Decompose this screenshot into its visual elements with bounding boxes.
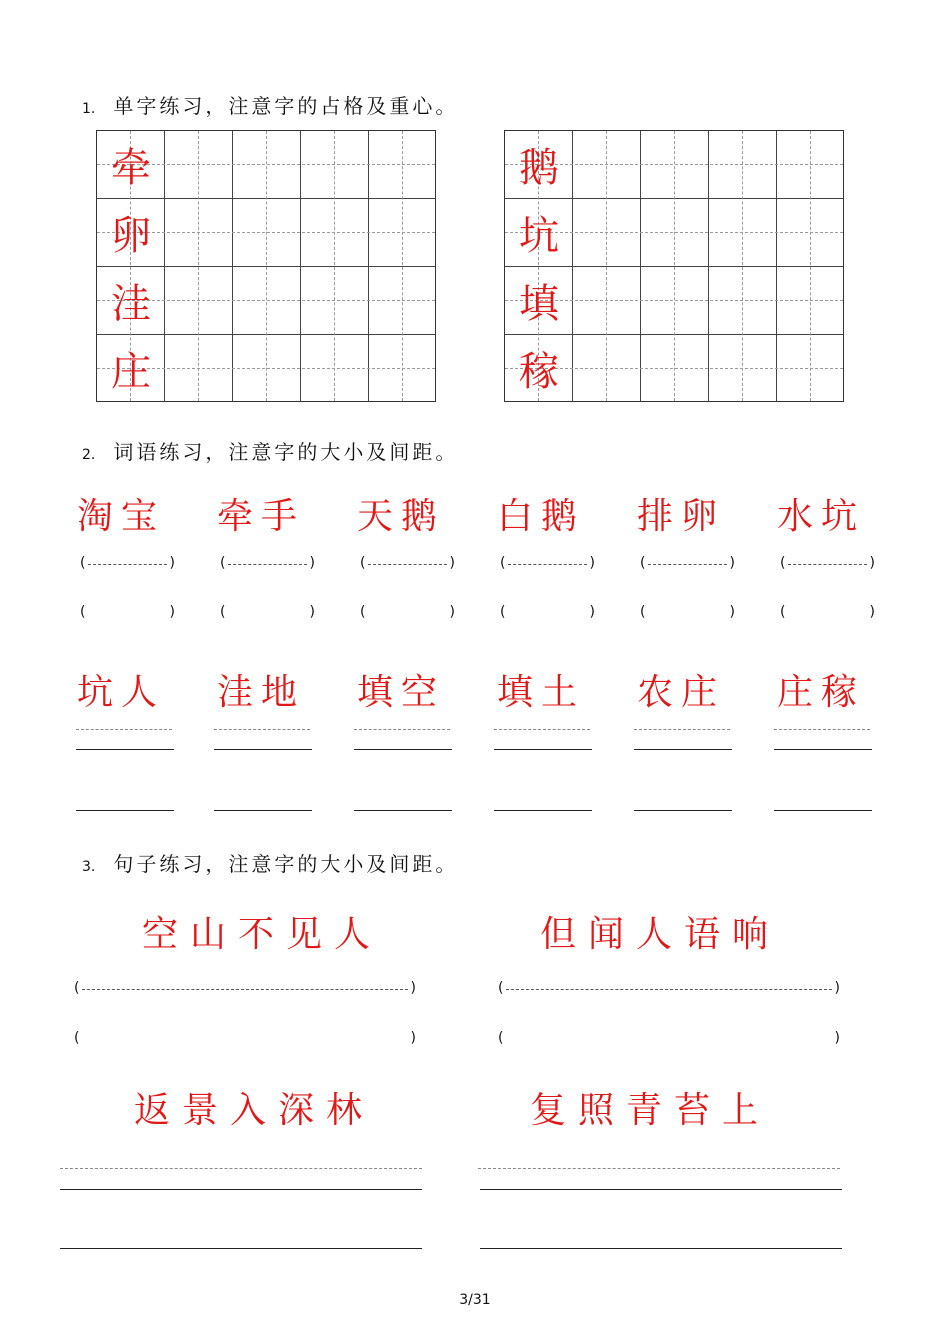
practice-word: 排卵 bbox=[636, 496, 725, 537]
writing-line[interactable] bbox=[76, 749, 174, 750]
pinyin-answer-line[interactable]: ( ) bbox=[780, 555, 875, 571]
pinyin-answer-line[interactable]: ( ) bbox=[500, 604, 595, 620]
writing-line[interactable] bbox=[354, 749, 452, 750]
section1-number: 1. bbox=[82, 101, 96, 117]
practice-word: 填土 bbox=[496, 672, 585, 713]
section3-title: 句子练习，注意字的大小及间距。 bbox=[113, 852, 459, 876]
writing-line[interactable] bbox=[774, 810, 872, 811]
grid-model-character: 洼 bbox=[111, 280, 151, 327]
practice-word: 天鹅 bbox=[356, 496, 445, 537]
practice-word: 坑人 bbox=[76, 672, 165, 713]
practice-word: 白鹅 bbox=[496, 496, 585, 537]
writing-line[interactable] bbox=[494, 810, 592, 811]
practice-word: 淘宝 bbox=[76, 496, 165, 537]
writing-line[interactable] bbox=[494, 749, 592, 750]
sentence-writing-line[interactable]: ( ) bbox=[74, 980, 416, 996]
practice-word: 填空 bbox=[356, 672, 445, 713]
pinyin-answer-line[interactable]: ( ) bbox=[640, 555, 735, 571]
grid-model-character: 庄 bbox=[111, 348, 151, 395]
pinyin-answer-line[interactable]: ( ) bbox=[500, 555, 595, 571]
practice-word: 农庄 bbox=[636, 672, 725, 713]
page-number: 3/31 bbox=[459, 1292, 491, 1308]
section3-heading bbox=[82, 848, 458, 877]
guide-dashed-line bbox=[76, 729, 172, 730]
grid-model-character: 坑 bbox=[519, 212, 559, 259]
sentence-writing-line[interactable] bbox=[480, 1248, 842, 1249]
guide-dashed-line bbox=[494, 729, 590, 730]
guide-dashed-line bbox=[214, 729, 310, 730]
pinyin-answer-line[interactable]: ( ) bbox=[220, 604, 315, 620]
pinyin-answer-line[interactable]: ( ) bbox=[80, 604, 175, 620]
practice-grid-right bbox=[504, 130, 844, 402]
section1-title: 单字练习，注意字的占格及重心。 bbox=[113, 94, 459, 118]
section2-title: 词语练习，注意字的大小及间距。 bbox=[113, 440, 459, 464]
pinyin-answer-line[interactable]: ( ) bbox=[360, 604, 455, 620]
sentence-guide-dashed bbox=[478, 1168, 840, 1169]
sentence-writing-line[interactable] bbox=[480, 1189, 842, 1190]
grid-model-character: 稼 bbox=[519, 348, 559, 395]
pinyin-answer-line[interactable]: ( ) bbox=[220, 555, 315, 571]
grid-model-character: 卵 bbox=[111, 212, 151, 259]
pinyin-answer-line[interactable]: ( ) bbox=[640, 604, 735, 620]
sentence-writing-line[interactable]: ( ) bbox=[498, 1030, 840, 1046]
sentence-writing-line[interactable]: ( ) bbox=[498, 980, 840, 996]
sentence-line2-left: 返景入深林 bbox=[134, 1090, 375, 1131]
pinyin-answer-line[interactable]: ( ) bbox=[80, 555, 175, 571]
practice-word: 牵手 bbox=[216, 496, 305, 537]
sentence-line2-right: 复照青苔上 bbox=[530, 1090, 771, 1131]
section2-heading bbox=[82, 436, 458, 465]
writing-line[interactable] bbox=[774, 749, 872, 750]
grid-model-character: 牵 bbox=[111, 144, 151, 191]
practice-word: 洼地 bbox=[216, 672, 305, 713]
writing-line[interactable] bbox=[634, 749, 732, 750]
writing-line[interactable] bbox=[214, 749, 312, 750]
pinyin-answer-line[interactable]: ( ) bbox=[360, 555, 455, 571]
writing-line[interactable] bbox=[76, 810, 174, 811]
practice-grid-left bbox=[96, 130, 436, 402]
sentence-writing-line[interactable]: ( ) bbox=[74, 1030, 416, 1046]
writing-line[interactable] bbox=[634, 810, 732, 811]
guide-dashed-line bbox=[634, 729, 730, 730]
grid-model-character: 填 bbox=[519, 280, 559, 327]
sentence-writing-line[interactable] bbox=[60, 1248, 422, 1249]
section3-number: 3. bbox=[82, 859, 96, 875]
writing-line[interactable] bbox=[354, 810, 452, 811]
practice-word: 庄稼 bbox=[776, 672, 865, 713]
guide-dashed-line bbox=[354, 729, 450, 730]
section2-number: 2. bbox=[82, 447, 96, 463]
pinyin-answer-line[interactable]: ( ) bbox=[780, 604, 875, 620]
grid-model-character: 鹅 bbox=[519, 144, 559, 191]
practice-word: 水坑 bbox=[776, 496, 865, 537]
guide-dashed-line bbox=[774, 729, 870, 730]
sentence-guide-dashed bbox=[60, 1168, 422, 1169]
sentence-line1-right: 但闻人语响 bbox=[540, 914, 781, 955]
sentence-line1-left: 空山不见人 bbox=[142, 914, 383, 955]
sentence-writing-line[interactable] bbox=[60, 1189, 422, 1190]
writing-line[interactable] bbox=[214, 810, 312, 811]
section1-heading bbox=[82, 90, 458, 119]
